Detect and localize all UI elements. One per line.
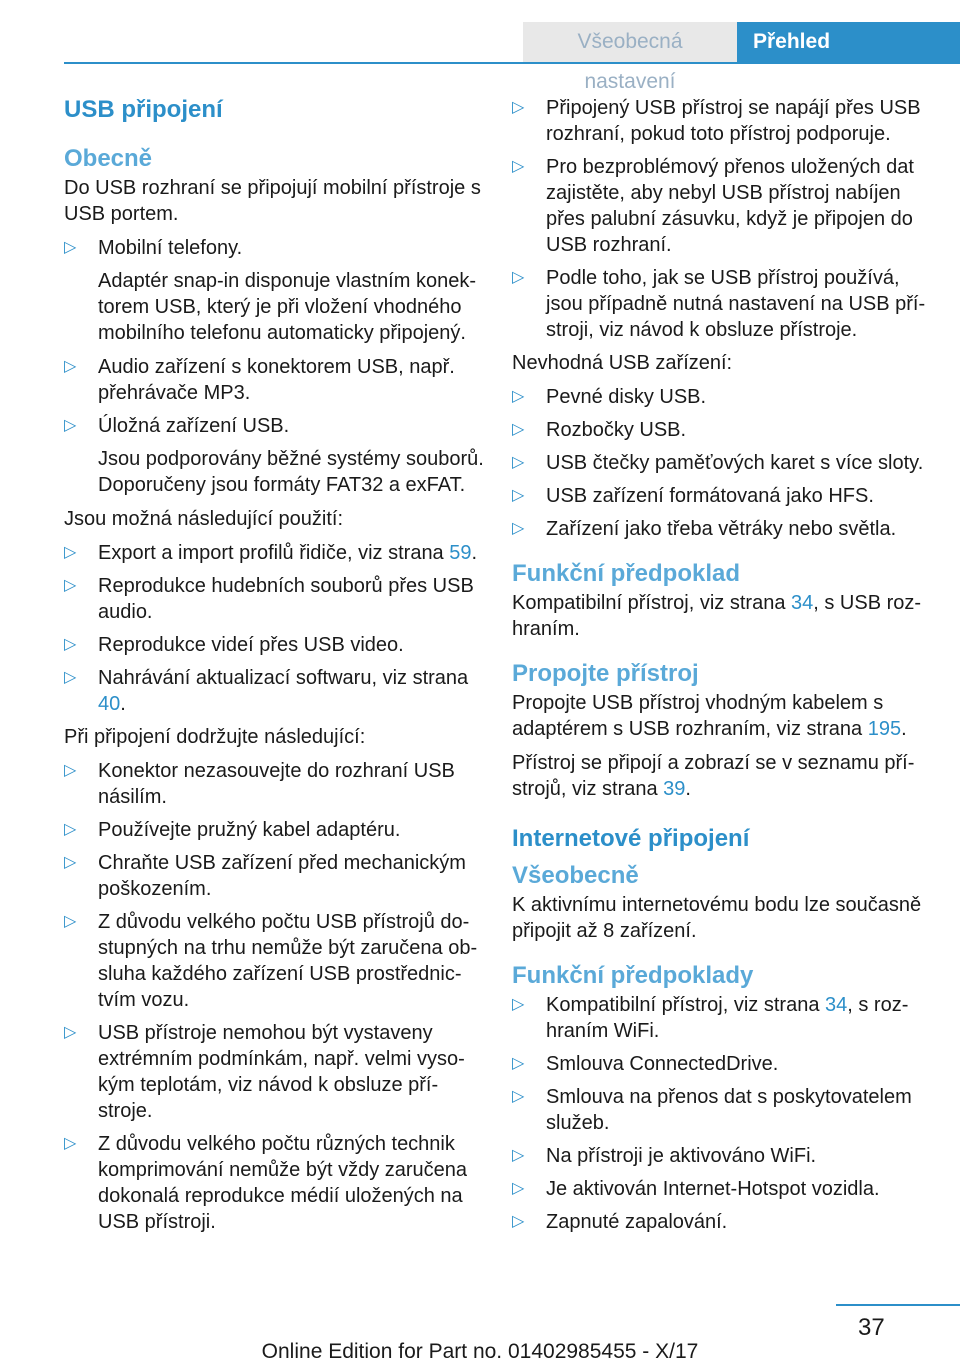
list-item: ▷ Připojený USB přístroj se napájí přes USB rozhraní, pokud toto přístroj podporuje. bbox=[512, 97, 921, 145]
device-list bbox=[64, 235, 484, 261]
right-column bbox=[512, 95, 932, 1242]
list-item: ▷ Pevné disky USB. bbox=[512, 386, 707, 408]
list-item: ▷ Rozbočky USB. bbox=[512, 419, 687, 441]
list-item: ▷ Smlouva ConnectedDrive. bbox=[512, 1053, 779, 1075]
bullet-triangle-icon: ▷ bbox=[512, 487, 525, 504]
bullet-triangle-icon: ▷ bbox=[64, 1135, 77, 1152]
bullet-triangle-icon: ▷ bbox=[512, 1180, 525, 1197]
connect-text-2: Přístroj se připojí a zobrazí se v seznamu přístrojů, viz strana 39. bbox=[512, 752, 915, 800]
list-item: ▷ Používejte pružný kabel adaptéru. bbox=[64, 819, 401, 841]
unsuitable-list bbox=[512, 384, 932, 542]
list-item: ▷ USB zařízení formátovaná jako HFS. bbox=[512, 485, 874, 507]
connect-text: Propojte USB přístroj vhodným kabelem s adaptérem s USB rozhraním, viz strana 195. bbox=[512, 692, 907, 740]
tab-overview-active[interactable]: Přehled bbox=[737, 22, 960, 62]
page-link[interactable]: 59 bbox=[449, 542, 472, 564]
list-item: ▷ Nahrávání aktualizací softwaru, viz strana 40. bbox=[64, 667, 469, 715]
uses-list bbox=[64, 540, 484, 717]
bullet-triangle-icon: ▷ bbox=[512, 996, 525, 1013]
list-item: ▷ Na přístroji je aktivováno WiFi. bbox=[512, 1145, 817, 1167]
observe-list bbox=[64, 758, 484, 1235]
list-item: ▷ USB přístroje nemohou být vystaveny extrémním podmínkám, např. velmi vysokým teplotám, viz návod k obsluze přístroje. bbox=[64, 1022, 465, 1122]
observe-intro: Při připojení dodržujte následující: bbox=[64, 726, 366, 748]
bullet-triangle-icon: ▷ bbox=[64, 854, 77, 871]
subheading-general-internet: Všeobecně bbox=[512, 862, 639, 889]
list-item: ▷ Je aktivován Internet-Hotspot vozidla. bbox=[512, 1178, 880, 1200]
list-item: ▷ Zařízení jako třeba větráky nebo světla. bbox=[512, 518, 897, 540]
bullet-triangle-icon: ▷ bbox=[64, 669, 77, 686]
list-item-note: Adaptér snap-in disponuje vlastním konektorem USB, který je při vložení vhodného mobilního telefonu automaticky připojený. bbox=[98, 270, 476, 344]
list-item: ▷ Zapnuté zapalování. bbox=[512, 1211, 728, 1233]
list-item-note: Jsou podporovány běžné systémy souborů. Doporučeny jsou formáty FAT32 a exFAT. bbox=[98, 448, 484, 496]
page-link[interactable]: 34 bbox=[825, 994, 848, 1016]
page-number: 37 bbox=[858, 1314, 885, 1341]
list-item: ▷ USB čtečky paměťových karet s více sloty. bbox=[512, 452, 924, 474]
bullet-triangle-icon: ▷ bbox=[512, 1147, 525, 1164]
bullet-triangle-icon: ▷ bbox=[64, 544, 77, 561]
list-item: ▷ Kompatibilní přístroj, viz strana 34, s rozhraním WiFi. bbox=[512, 994, 909, 1042]
bullet-triangle-icon: ▷ bbox=[512, 99, 525, 116]
bullet-triangle-icon: ▷ bbox=[64, 358, 77, 375]
list-item: ▷ Export a import profilů řidiče, viz strana 59. bbox=[64, 542, 478, 564]
section-title-internet: Internetové připojení bbox=[512, 825, 750, 852]
list-item: ▷ Úložná zařízení USB. bbox=[64, 415, 290, 437]
subheading-prerequisites: Funkční předpoklady bbox=[512, 962, 754, 989]
list-item: ▷ Z důvodu velkého počtu USB přístrojů dostupných na trhu nemůže být zaručena obsluha každého zařízení USB prostřednictvím vozu. bbox=[64, 911, 478, 1011]
footer-divider bbox=[836, 1304, 960, 1306]
page-link[interactable]: 34 bbox=[791, 592, 814, 614]
list-item: ▷ Audio zařízení s konektorem USB, např. přehrávače MP3. bbox=[64, 356, 455, 404]
footer-edition-text: Online Edition for Part no. 01402985455 - X/17 bbox=[261, 1340, 699, 1363]
intro-text: Do USB rozhraní se připojují mobilní přístroje s USB portem. bbox=[64, 177, 481, 225]
bullet-triangle-icon: ▷ bbox=[512, 1055, 525, 1072]
page-link[interactable]: 195 bbox=[867, 718, 902, 740]
bullet-triangle-icon: ▷ bbox=[512, 421, 525, 438]
bullet-triangle-icon: ▷ bbox=[64, 577, 77, 594]
bullet-triangle-icon: ▷ bbox=[64, 762, 77, 779]
list-item: ▷ Podle toho, jak se USB přístroj používá, jsou případně nutná nastavení na USB přístroji, viz návod k obsluze přístroje. bbox=[512, 267, 926, 341]
header-tabs bbox=[523, 22, 960, 93]
bullet-triangle-icon: ▷ bbox=[512, 520, 525, 537]
subheading-prerequisite: Funkční předpoklad bbox=[512, 560, 741, 587]
bullet-triangle-icon: ▷ bbox=[64, 239, 77, 256]
bullet-triangle-icon: ▷ bbox=[64, 913, 77, 930]
subheading-connect-device: Propojte přístroj bbox=[512, 660, 699, 687]
unsuitable-intro: Nevhodná USB zařízení: bbox=[512, 352, 733, 374]
bullet-triangle-icon: ▷ bbox=[512, 388, 525, 405]
page-link[interactable]: 39 bbox=[663, 778, 686, 800]
list-item: ▷ Reprodukce hudebních souborů přes USB audio. bbox=[64, 575, 474, 623]
uses-intro: Jsou možná následující použití: bbox=[64, 508, 344, 530]
bullet-triangle-icon: ▷ bbox=[512, 1088, 525, 1105]
bullet-triangle-icon: ▷ bbox=[512, 454, 525, 471]
bullet-triangle-icon: ▷ bbox=[64, 636, 77, 653]
page-link[interactable]: 40 bbox=[98, 693, 121, 715]
prerequisites-list bbox=[512, 992, 932, 1235]
bullet-triangle-icon: ▷ bbox=[512, 1213, 525, 1230]
tab-section-general-settings[interactable]: Všeobecná nastavení bbox=[523, 22, 737, 62]
bullet-triangle-icon: ▷ bbox=[64, 1024, 77, 1041]
bullet-triangle-icon: ▷ bbox=[512, 158, 525, 175]
bullet-triangle-icon: ▷ bbox=[64, 417, 77, 434]
left-column bbox=[64, 95, 484, 1242]
header-divider bbox=[64, 62, 960, 64]
list-item: ▷ Smlouva na přenos dat s poskytovatelem služeb. bbox=[512, 1086, 912, 1134]
list-item: ▷ Z důvodu velkého počtu různých technik komprimování nemůže být vždy zaručena dokonalá reprodukce médií uložených na USB přístroji. bbox=[64, 1133, 468, 1233]
list-item: ▷ Chraňte USB zařízení před mechanickým poškozením. bbox=[64, 852, 466, 900]
internet-general-text: K aktivnímu internetovému bodu lze současně připojit až 8 zařízení. bbox=[512, 894, 922, 942]
list-item: ▷ Reprodukce videí přes USB video. bbox=[64, 634, 404, 656]
list-item: ▷ Konektor nezasouvejte do rozhraní USB násilím. bbox=[64, 760, 455, 808]
bullet-triangle-icon: ▷ bbox=[64, 821, 77, 838]
list-item: ▷ Mobilní telefony. bbox=[64, 237, 243, 259]
prerequisite-text: Kompatibilní přístroj, viz strana 34, s USB rozhraním. bbox=[512, 592, 922, 640]
usb-notes-list bbox=[512, 95, 932, 343]
bullet-triangle-icon: ▷ bbox=[512, 269, 525, 286]
list-item: ▷ Pro bezproblémový přenos uložených dat zajistěte, aby nebyl USB přístroj nabíjen přes palubní zásuvku, když je připojen do USB rozhraní. bbox=[512, 156, 914, 256]
subheading-general: Obecně bbox=[64, 145, 153, 172]
page-title: USB připojení bbox=[64, 96, 223, 123]
